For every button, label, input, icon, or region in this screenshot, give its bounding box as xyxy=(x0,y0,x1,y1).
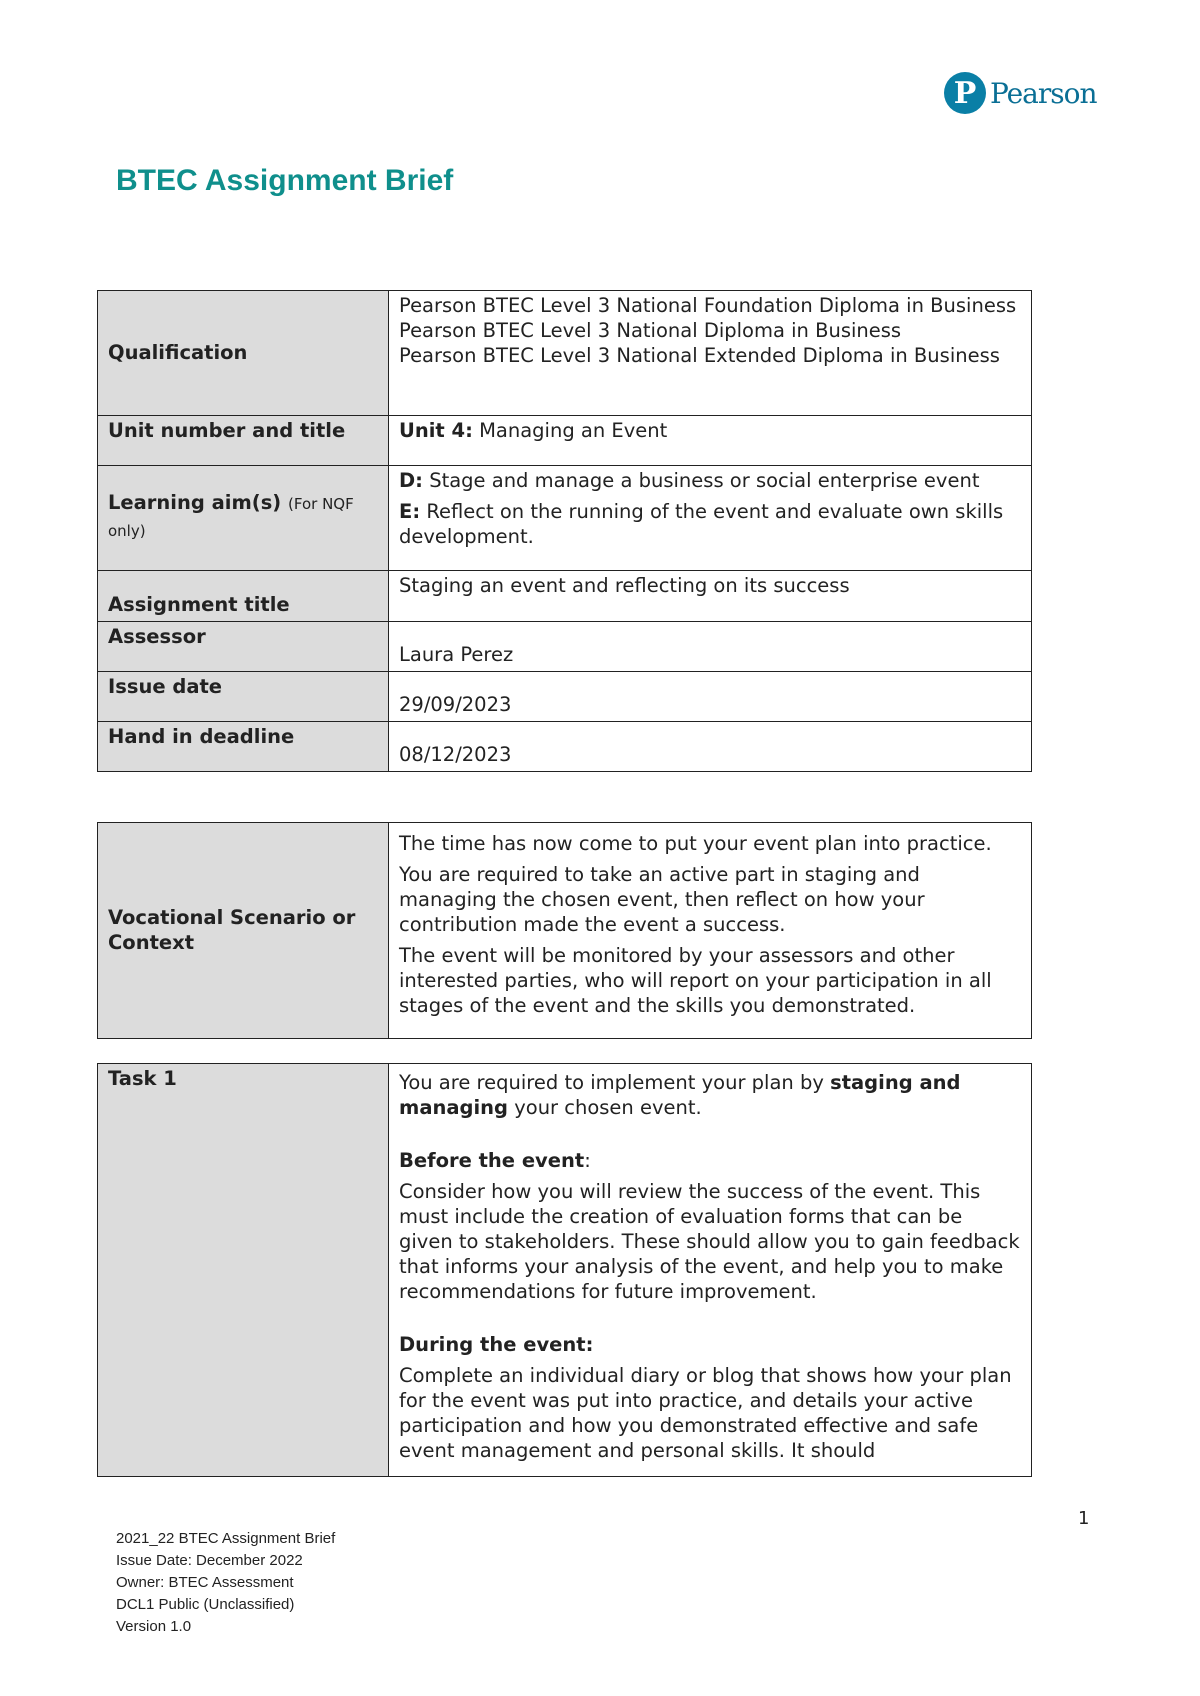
learning-aims-row xyxy=(98,466,1032,571)
issue-date-row xyxy=(98,672,1032,722)
scenario-paragraph: You are required to take an active part in staging and managing the chosen event, then reflect on how your contribution made the event a success. xyxy=(399,863,925,936)
task1-intro-emphasis: staging and managing xyxy=(399,1071,961,1119)
footer-line: 2021_22 BTEC Assignment Brief xyxy=(116,1530,336,1547)
scenario-table xyxy=(97,822,1032,1039)
learning-aims-note: (For NQF only) xyxy=(108,495,354,540)
unit-value xyxy=(389,416,1032,466)
learning-aim-item xyxy=(399,468,1021,493)
deadline-label: Hand in deadline xyxy=(98,722,389,772)
pearson-logo-icon: P xyxy=(944,72,986,114)
assessor-value: Laura Perez xyxy=(389,622,1032,672)
task1-intro-text-end: your chosen event. xyxy=(514,1096,702,1119)
scenario-value xyxy=(389,823,1032,1039)
during-event-heading xyxy=(399,1332,1021,1357)
task1-label: Task 1 xyxy=(98,1064,389,1477)
during-event-heading-text: During the event: xyxy=(399,1333,594,1356)
before-event-heading xyxy=(399,1148,1021,1173)
scenario-paragraph: The time has now come to put your event plan into practice. xyxy=(399,832,992,855)
aim-code: E: xyxy=(399,500,421,523)
task1-table xyxy=(97,1063,1032,1477)
before-event-colon: : xyxy=(584,1149,591,1172)
aim-text: Stage and manage a business or social enterprise event xyxy=(429,469,980,492)
qualification-line: Pearson BTEC Level 3 National Foundation Diploma in Business xyxy=(399,294,1017,317)
assessor-row xyxy=(98,622,1032,672)
assignment-title-row xyxy=(98,571,1032,622)
aim-text: Reflect on the running of the event and evaluate own skills development. xyxy=(399,500,1004,548)
qualification-label: Qualification xyxy=(98,291,389,416)
unit-row xyxy=(98,416,1032,466)
page-title: BTEC Assignment Brief xyxy=(116,164,454,197)
learning-aims-label-text: Learning aim(s) xyxy=(108,491,282,514)
issue-date-value: 29/09/2023 xyxy=(389,672,1032,722)
qualification-value xyxy=(389,291,1032,416)
during-event-text: Complete an individual diary or blog that shows how your plan for the event was put into practice, and details your active participation and how you demonstrated effective and safe event management and personal skills. It should xyxy=(399,1364,1012,1462)
footer-line: Issue Date: December 2022 xyxy=(116,1552,303,1569)
assignment-details-table xyxy=(97,290,1032,772)
deadline-row xyxy=(98,722,1032,772)
assessor-label: Assessor xyxy=(98,622,389,672)
aim-code: D: xyxy=(399,469,423,492)
footer-line: Owner: BTEC Assessment xyxy=(116,1574,294,1591)
learning-aims-label xyxy=(98,466,389,571)
issue-date-label: Issue date xyxy=(98,672,389,722)
learning-aim-item xyxy=(399,499,1021,549)
pearson-wordmark: Pearson xyxy=(990,76,1097,110)
unit-label: Unit number and title xyxy=(98,416,389,466)
assignment-title-label: Assignment title xyxy=(98,571,389,622)
qualification-line: Pearson BTEC Level 3 National Diploma in Business xyxy=(399,319,902,342)
document-footer xyxy=(116,1528,335,1638)
pearson-logo xyxy=(944,72,1097,114)
task1-intro-text: You are required to implement your plan by xyxy=(399,1071,824,1094)
unit-number: Unit 4: xyxy=(399,419,473,442)
deadline-value: 08/12/2023 xyxy=(389,722,1032,772)
qualification-line: Pearson BTEC Level 3 National Extended Diploma in Business xyxy=(399,344,1000,367)
task1-intro xyxy=(399,1070,1021,1120)
unit-title: Managing an Event xyxy=(479,419,668,442)
scenario-row xyxy=(98,823,1032,1039)
before-event-heading-text: Before the event xyxy=(399,1149,585,1172)
task1-content xyxy=(389,1064,1032,1477)
qualification-row xyxy=(98,291,1032,416)
assignment-title-value: Staging an event and reflecting on its success xyxy=(389,571,1032,622)
learning-aims-value xyxy=(389,466,1032,571)
scenario-paragraph: The event will be monitored by your assessors and other interested parties, who will report on your participation in all stages of the event and the skills you demonstrated. xyxy=(399,944,992,1017)
footer-line: DCL1 Public (Unclassified) xyxy=(116,1596,295,1613)
footer-line: Version 1.0 xyxy=(116,1618,192,1635)
page-number: 1 xyxy=(1078,1508,1090,1529)
before-event-text: Consider how you will review the success of the event. This must include the creation of evaluation forms that can be given to stakeholders. These should allow you to gain feedback that informs your analysis of the event, and help you to make recommendations for future improvement. xyxy=(399,1180,1020,1303)
scenario-label: Vocational Scenario or Context xyxy=(98,823,389,1039)
task1-row xyxy=(98,1064,1032,1477)
